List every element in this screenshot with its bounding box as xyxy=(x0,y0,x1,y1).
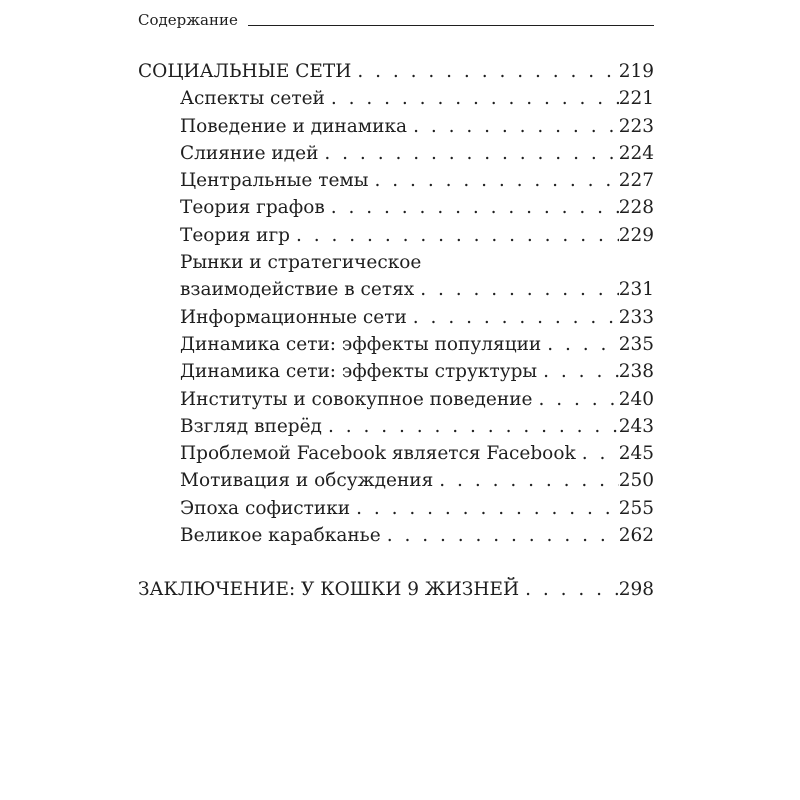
toc-entry-title: Информационные сети xyxy=(180,306,407,328)
toc-section-information-networks xyxy=(138,304,654,331)
toc-entry-page: 219 xyxy=(618,61,654,82)
toc-section-graph-theory xyxy=(138,194,654,221)
toc-section-population-effects xyxy=(138,331,654,358)
toc-entry-page: 255 xyxy=(618,497,654,519)
toc-entry-title: Теория графов xyxy=(180,197,325,219)
header-rule xyxy=(248,25,654,26)
dot-leader xyxy=(433,467,618,494)
toc-entry-title: Слияние идей xyxy=(180,142,319,164)
dot-leader xyxy=(407,304,619,331)
dot-leader xyxy=(576,440,619,467)
toc-section-merging-ideas xyxy=(138,140,654,167)
toc-entry-title: Взгляд вперёд xyxy=(180,415,322,437)
toc-entry-title: Мотивация и обсуждения xyxy=(180,470,434,492)
toc-entry-page: 243 xyxy=(618,415,654,437)
toc-entry-title: ЗАКЛЮЧЕНИЕ: У КОШКИ 9 ЖИЗНЕЙ xyxy=(138,579,520,601)
dot-leader xyxy=(541,331,618,358)
toc-entry-title: Эпоха софистики xyxy=(180,497,351,519)
dot-leader xyxy=(322,413,619,440)
toc-entry-page: 224 xyxy=(618,142,654,164)
toc-entry-title: Динамика сети: эффекты структуры xyxy=(180,361,538,383)
dot-leader xyxy=(532,386,618,413)
toc-entry-title: Центральные темы xyxy=(180,170,369,192)
dot-leader xyxy=(325,194,619,221)
dot-leader xyxy=(381,522,619,549)
toc-entry-page: 235 xyxy=(618,333,654,355)
toc-entry-page: 238 xyxy=(618,361,654,383)
toc-section-markets-strategic xyxy=(138,249,654,304)
toc-section-structure-effects xyxy=(138,358,654,385)
toc-chapter-social-networks xyxy=(138,58,654,85)
dot-leader xyxy=(519,576,619,603)
toc-section-sophistry-era xyxy=(138,495,654,522)
running-header xyxy=(138,6,654,30)
toc-entry-title: Динамика сети: эффекты популяции xyxy=(180,333,542,355)
dot-leader xyxy=(290,222,619,249)
dot-leader xyxy=(351,58,618,85)
toc-entry-page: 223 xyxy=(618,115,654,137)
toc-entry-title: Великое карабканье xyxy=(180,525,381,547)
toc-entry-page: 240 xyxy=(618,388,654,410)
toc-section-motivation xyxy=(138,467,654,494)
dot-leader xyxy=(537,358,619,385)
toc-entry-page: 229 xyxy=(618,224,654,246)
toc-section-facebook-problem xyxy=(138,440,654,467)
toc-entry-page: 228 xyxy=(618,197,654,219)
toc-entry-page: 221 xyxy=(618,88,654,110)
toc-entry-title: Теория игр xyxy=(180,224,291,246)
toc-entry-title: Институты и совокупное поведение xyxy=(180,388,533,410)
toc-entry-page: 298 xyxy=(618,579,654,601)
dot-leader xyxy=(350,495,619,522)
table-of-contents xyxy=(138,58,654,604)
toc-entry-title: Поведение и динамика xyxy=(180,115,408,137)
toc-section-great-climb xyxy=(138,522,654,549)
toc-entry-page: 262 xyxy=(618,525,654,547)
dot-leader xyxy=(369,167,619,194)
toc-section-behavior-dynamics xyxy=(138,113,654,140)
running-header-label: Содержание xyxy=(138,11,238,29)
toc-entry-title-line2: взаимодействие в сетях xyxy=(180,279,415,301)
dot-leader xyxy=(407,113,619,140)
dot-leader xyxy=(414,276,619,303)
toc-entry-title: Аспекты сетей xyxy=(180,88,325,110)
toc-entry-page: 233 xyxy=(618,306,654,328)
toc-entry-title-line1: Рынки и стратегическое xyxy=(180,252,422,274)
toc-entry-page: 245 xyxy=(618,443,654,465)
dot-leader xyxy=(318,140,618,167)
toc-section-network-aspects xyxy=(138,85,654,112)
toc-section-looking-ahead xyxy=(138,413,654,440)
toc-section-game-theory xyxy=(138,222,654,249)
toc-entry-page: 227 xyxy=(618,170,654,192)
toc-entry-title: СОЦИАЛЬНЫЕ СЕТИ xyxy=(138,61,352,82)
toc-entry-page: 231 xyxy=(618,279,654,301)
toc-section-central-themes xyxy=(138,167,654,194)
toc-section-institutions xyxy=(138,386,654,413)
dot-leader xyxy=(325,85,619,112)
toc-entry-title: Проблемой Facebook является Facebook xyxy=(180,443,576,465)
toc-chapter-conclusion xyxy=(138,576,654,603)
toc-entry-page: 250 xyxy=(618,470,654,492)
